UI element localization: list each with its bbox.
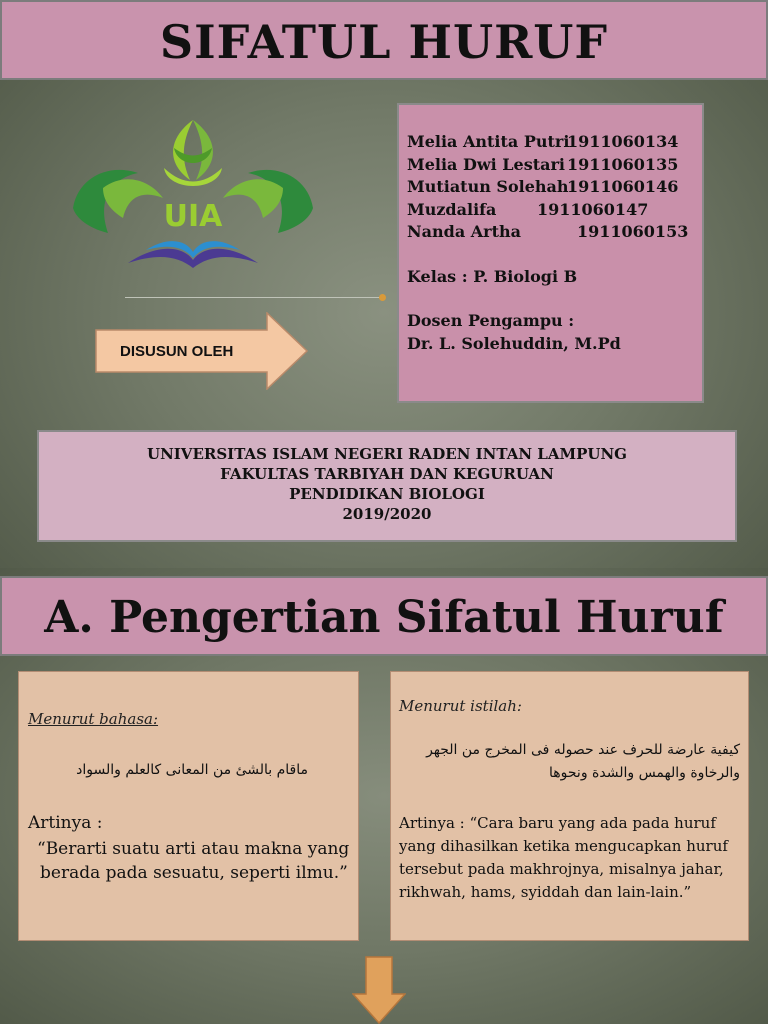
faculty-name: FAKULTAS TARBIYAH DAN KEGURUAN (220, 465, 554, 483)
author-row: Melia Antita Putri 1911060134 (407, 132, 679, 151)
artinya-line: “Berarti suatu arti atau makna yang (37, 839, 350, 859)
institution-box (37, 430, 737, 542)
istilah-artinya-line: yang dihasilkan ketika mengucapkan huruf (399, 837, 728, 855)
istilah-arabic: والرخاوة والهمس والشدة ونحوها (549, 765, 740, 781)
slide-title: SIFATUL HURUF (0, 0, 768, 80)
istilah-label: Menurut istilah: (399, 697, 522, 715)
program-name: PENDIDIKAN BIOLOGI (289, 485, 485, 503)
author-row: Mutiatun Solehah 1911060146 (407, 177, 679, 196)
istilah-artinya-line: rikhwah, hams, syiddah dan lain-lain.” (399, 883, 692, 901)
arrow-label: DISUSUN OLEH (120, 343, 234, 360)
author-row: Nanda Artha 1911060153 (407, 222, 689, 241)
istilah-artinya-line: Artinya : “Cara baru yang ada pada huruf (399, 814, 716, 832)
bahasa-label: Menurut bahasa: (28, 710, 159, 728)
authors-box (397, 103, 704, 403)
author-row: Muzdalifa 1911060147 (407, 199, 649, 219)
dosen-label: Dosen Pengampu : (407, 311, 575, 330)
uin-lotus-logo-icon (68, 118, 318, 278)
dosen-name: Dr. L. Solehuddin, M.Pd (407, 333, 621, 353)
istilah-arabic: كيفية عارضة للحرف عند حصوله فى المخرج من الجهر (426, 742, 740, 758)
university-name: UNIVERSITAS ISLAM NEGERI RADEN INTAN LAMPUNG (147, 445, 627, 463)
istilah-box (390, 671, 749, 941)
divider-dot (379, 294, 386, 301)
kelas-text: Kelas : P. Biologi B (407, 266, 578, 286)
author-row: Melia Dwi Lestari 1911060135 (407, 154, 679, 174)
bahasa-arabic: ماقام بالشئ من المعانى كالعلم والسواد (76, 762, 308, 778)
slide-title: A. Pengertian Sifatul Huruf (0, 576, 768, 656)
logo-text: UIA (163, 199, 223, 234)
artinya-label: Artinya : (28, 813, 103, 833)
divider-line (125, 297, 380, 298)
academic-year: 2019/2020 (342, 505, 432, 523)
bahasa-box (18, 671, 359, 941)
artinya-line: berada pada sesuatu, seperti ilmu.” (40, 863, 348, 883)
istilah-artinya-line: tersebut pada makhrojnya, misalnya jahar, (399, 860, 724, 878)
down-arrow-icon (352, 956, 406, 1024)
definition-slide (0, 568, 768, 1024)
